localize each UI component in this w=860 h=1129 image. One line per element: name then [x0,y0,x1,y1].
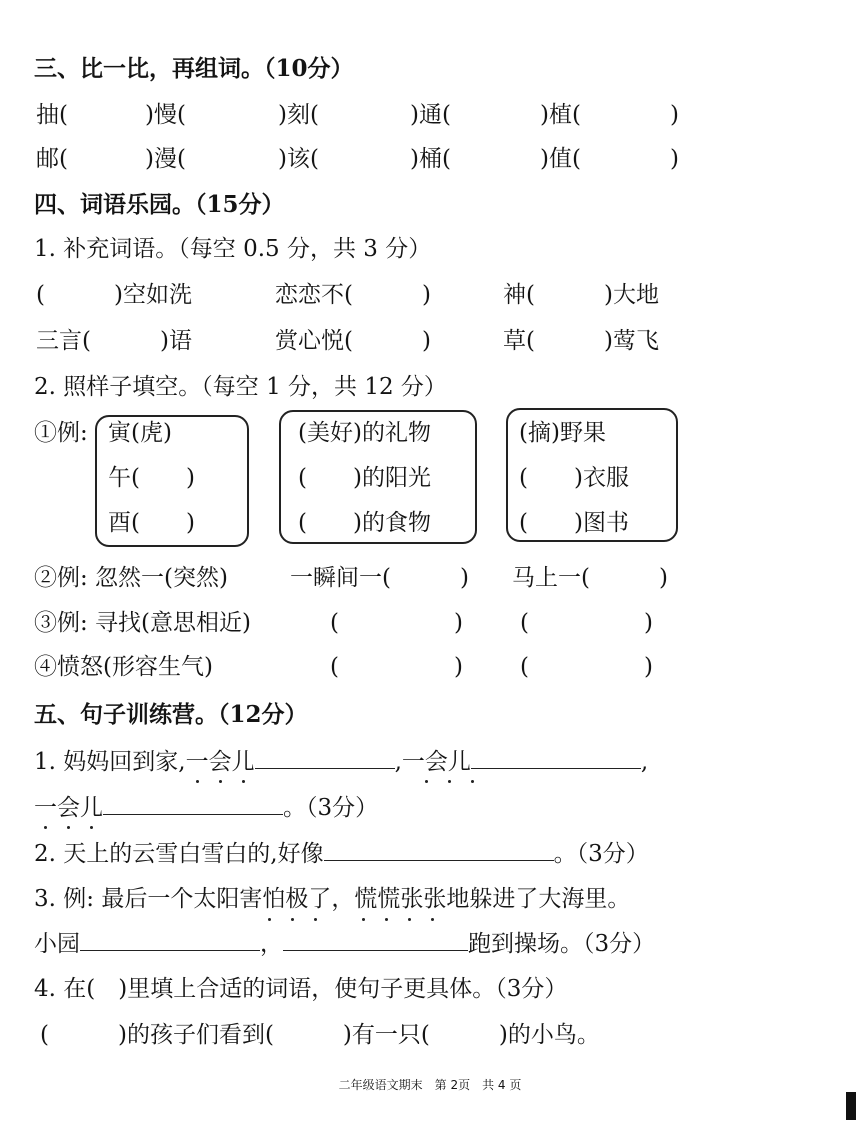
box-2-line: ( )的食物 [298,510,431,536]
page-footer: 二年级语文期末 第 2页 共 4 页 [338,1078,522,1092]
box-2-line: (美好)的礼物 [298,420,431,446]
box-1-line: 午( ) [108,465,195,491]
char-cell: ) [670,146,679,172]
emphasis-dot [44,826,47,829]
section-3-title: 三、比一比，再组词。（10分） [34,55,354,82]
emphasis-dot [448,780,451,783]
sentence-1-line-1 [34,746,648,777]
emphasis-dot [408,918,411,921]
box-2-line: ( )的阳光 [298,465,431,491]
sentence-2 [34,838,649,869]
sentence-4-title: 4. 在( )里填上合适的词语，使句子更具体。（3分） [34,976,568,1002]
char-cell: )值( [540,146,581,172]
describe-example: ④愤怒(形容生气) [34,654,213,680]
similar-example: ③例: 寻找(意思相近) [34,610,252,636]
emphasis-dot [196,780,199,783]
q2-score: 。（3分） [553,841,649,867]
section-4-title: 四、词语乐园。（15分） [34,191,285,218]
sentence-1-line-2 [34,792,378,823]
similar-blank: ( ) [520,610,653,636]
answer-blank[interactable] [255,746,395,769]
idiom-item: 三言( )语 [36,328,192,354]
emphasis-word: 一会儿 [185,749,255,775]
box-3-line: (摘)野果 [519,420,606,446]
emphasis-dot [67,826,70,829]
char-cell: )慢( [145,102,186,128]
answer-blank[interactable] [471,746,641,769]
synonym-item: 马上一( ) [512,565,668,591]
idiom-item: 神( )大地 [503,282,659,308]
answer-blank[interactable] [80,928,260,951]
box-1-line: 酉( ) [108,510,195,536]
sentence-3-line [34,928,655,959]
emphasis-dot [425,780,428,783]
emphasis-dot [90,826,93,829]
comma: , [640,749,649,775]
describe-blank: ( ) [330,654,463,680]
sentence-4-line: ( )的孩子们看到( )有一只( )的小鸟。 [40,1022,600,1048]
char-cell: )漫( [145,146,186,172]
emphasis-dot [385,918,388,921]
idiom-item: 赏心悦( ) [275,328,431,354]
sentence-3-example: 3. 例: 最后一个太阳害怕极了，慌慌张张地躲进了大海里。 [34,886,631,912]
emphasis-dot [219,780,222,783]
idiom-item: ( )空如洗 [36,282,192,308]
q2-lead: 2. 天上的云雪白雪白的,好像 [34,841,324,867]
emphasis-dot [291,918,294,921]
char-cell: )植( [540,102,581,128]
section-5-title: 五、句子训练营。（12分） [34,701,308,728]
box-1-line: 寅(虎) [108,420,172,446]
q3-lead: 小园 [34,931,80,957]
answer-blank[interactable] [103,792,283,815]
emphasis-word: 一会儿 [34,795,103,821]
comma: ， [260,931,283,957]
answer-blank[interactable] [324,838,554,861]
answer-blank[interactable] [283,928,468,951]
example-prefix: ①例: [34,420,88,446]
idiom-item: 草( )莺飞 [503,328,659,354]
q1-lead: 1. 妈妈回到家, [34,749,186,775]
binding-mark [846,1092,856,1120]
emphasis-dot [362,918,365,921]
emphasis-dot [314,918,317,921]
synonym-item: 一瞬间一( ) [290,565,469,591]
q2-title: 2. 照样子填空。（每空 1 分，共 12 分） [34,374,447,400]
emphasis-dot [471,780,474,783]
box-3-line: ( )衣服 [519,465,629,491]
char-cell: )桶( [410,146,451,172]
char-cell: 抽( [36,102,68,128]
idiom-item: 恋恋不( ) [275,282,431,308]
q3-end: 跑到操场。（3分） [468,931,656,957]
describe-blank: ( ) [520,654,653,680]
emphasis-word: 一会儿 [401,749,471,775]
char-cell: )该( [278,146,319,172]
q1-title: 1. 补充词语。（每空 0.5 分，共 3 分） [34,236,432,262]
emphasis-dot [268,918,271,921]
char-cell: )通( [410,102,451,128]
similar-blank: ( ) [330,610,463,636]
box-3-line: ( )图书 [519,510,629,536]
emphasis-dot [431,918,434,921]
synonym-example: ②例: 忽然一(突然) [34,565,229,591]
char-cell: 邮( [36,146,68,172]
comma: , [394,749,402,775]
q1-score: 。（3分） [283,795,379,821]
emphasis-dot [242,780,245,783]
char-cell: )刻( [278,102,319,128]
char-cell: ) [670,102,679,128]
